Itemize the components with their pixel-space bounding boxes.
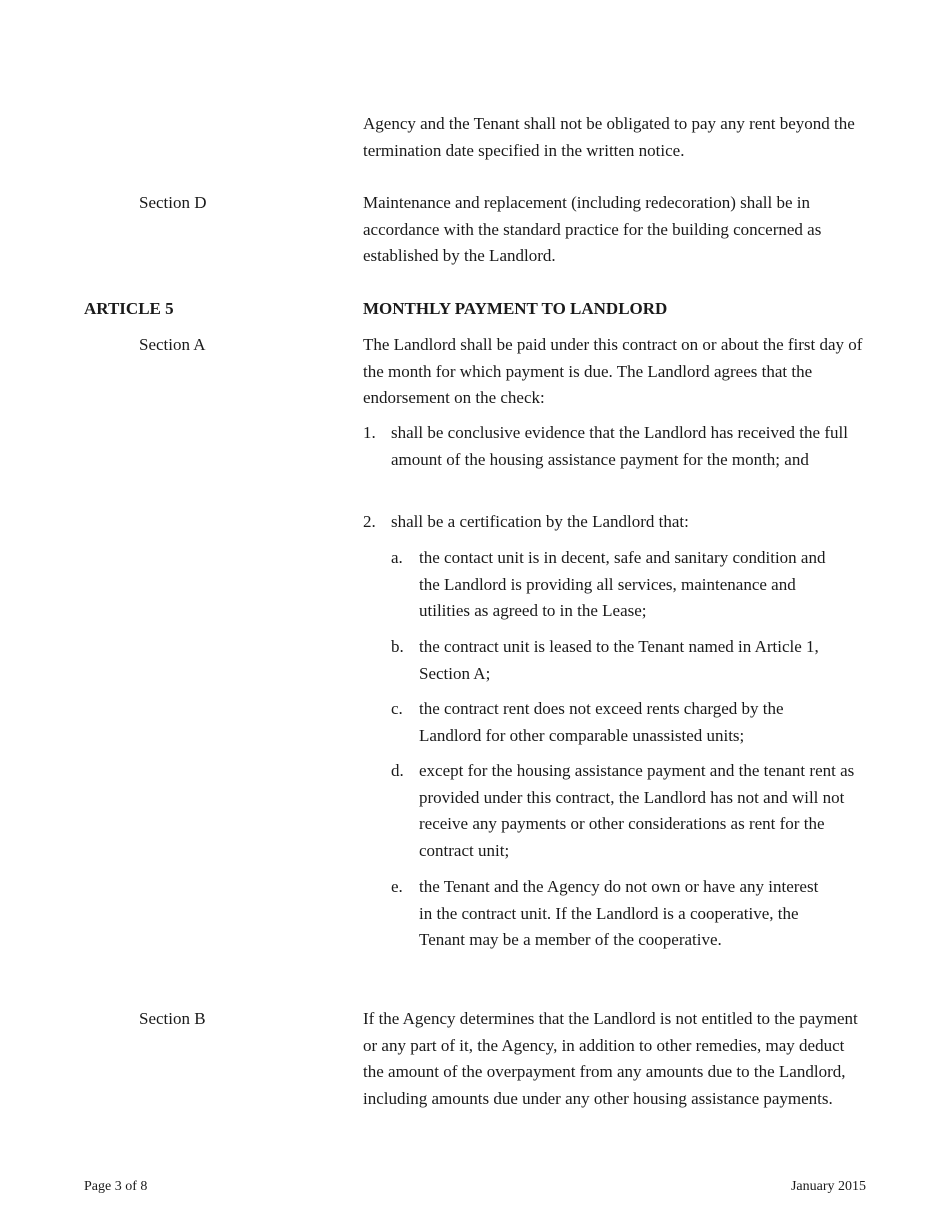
list-item-text: shall be a certification by the Landlord that: [391,512,689,531]
sub-list-item-text: the contract rent does not exceed rents charged by the Landlord for other comparable unassisted units; [419,699,784,745]
sub-list-item-text: the contact unit is in decent, safe and sanitary condition and the Landlord is providing all services, maintenance and utilities as agreed to in the Lease; [419,548,826,620]
sub-list-item [391,758,868,864]
sub-list-item-text: except for the housing assistance payment and the tenant rent as provided under this contract, the Landlord has not and will not receive any payments or other considerations as rent for the contract unit; [419,761,855,860]
section-a-intro: The Landlord shall be paid under this contract on or about the first day of the month for which payment is due. The Landlord agrees that the endorsement on the check: [363,335,863,407]
list-item-text: shall be conclusive evidence that the Landlord has received the full amount of the housing assistance payment for the month; and [391,423,848,469]
sub-list-item-text: the contract unit is leased to the Tenant named in Article 1, Section A; [419,637,819,683]
sub-list-item-letter: e. [391,877,403,896]
sub-list-item [391,634,868,687]
section-d-label: Section D [139,193,207,212]
sub-list-item-letter: d. [391,761,404,780]
section-a-label: Section A [139,335,206,354]
list-item-number: 2. [363,512,376,531]
section-b-text: If the Agency determines that the Landlord is not entitled to the payment or any part of it, the Agency, in addition to other remedies, may deduct the amount of the overpayment from any amounts due to the Landlord, including amounts due under any other housing assistance payments. [363,1009,858,1108]
footer-date: January 2015 [790,1179,866,1194]
list-item [363,420,868,473]
list-item [363,509,868,536]
sub-list-item-text: the Tenant and the Agency do not own or have any interest in the contract unit. If the Landlord is a cooperative, the Tenant may be a member of the cooperative. [419,877,819,949]
sub-list-item-letter: c. [391,699,403,718]
article-5-label: ARTICLE 5 [84,299,174,318]
list-item-number: 1. [363,423,376,442]
continuation-paragraph: Agency and the Tenant shall not be obligated to pay any rent beyond the termination date specified in the written notice. [363,114,855,160]
sub-list-item [391,545,868,625]
footer-page-number: Page 3 of 8 [84,1179,148,1194]
sub-list-item [391,874,868,954]
article-5-title: MONTHLY PAYMENT TO LANDLORD [363,299,668,318]
sub-list-item-letter: a. [391,548,403,567]
section-b-label: Section B [139,1009,206,1028]
sub-list-item-letter: b. [391,637,404,656]
sub-list-item [391,696,868,749]
section-d-text: Maintenance and replacement (including redecoration) shall be in accordance with the standard practice for the building concerned as established by the Landlord. [363,193,822,265]
